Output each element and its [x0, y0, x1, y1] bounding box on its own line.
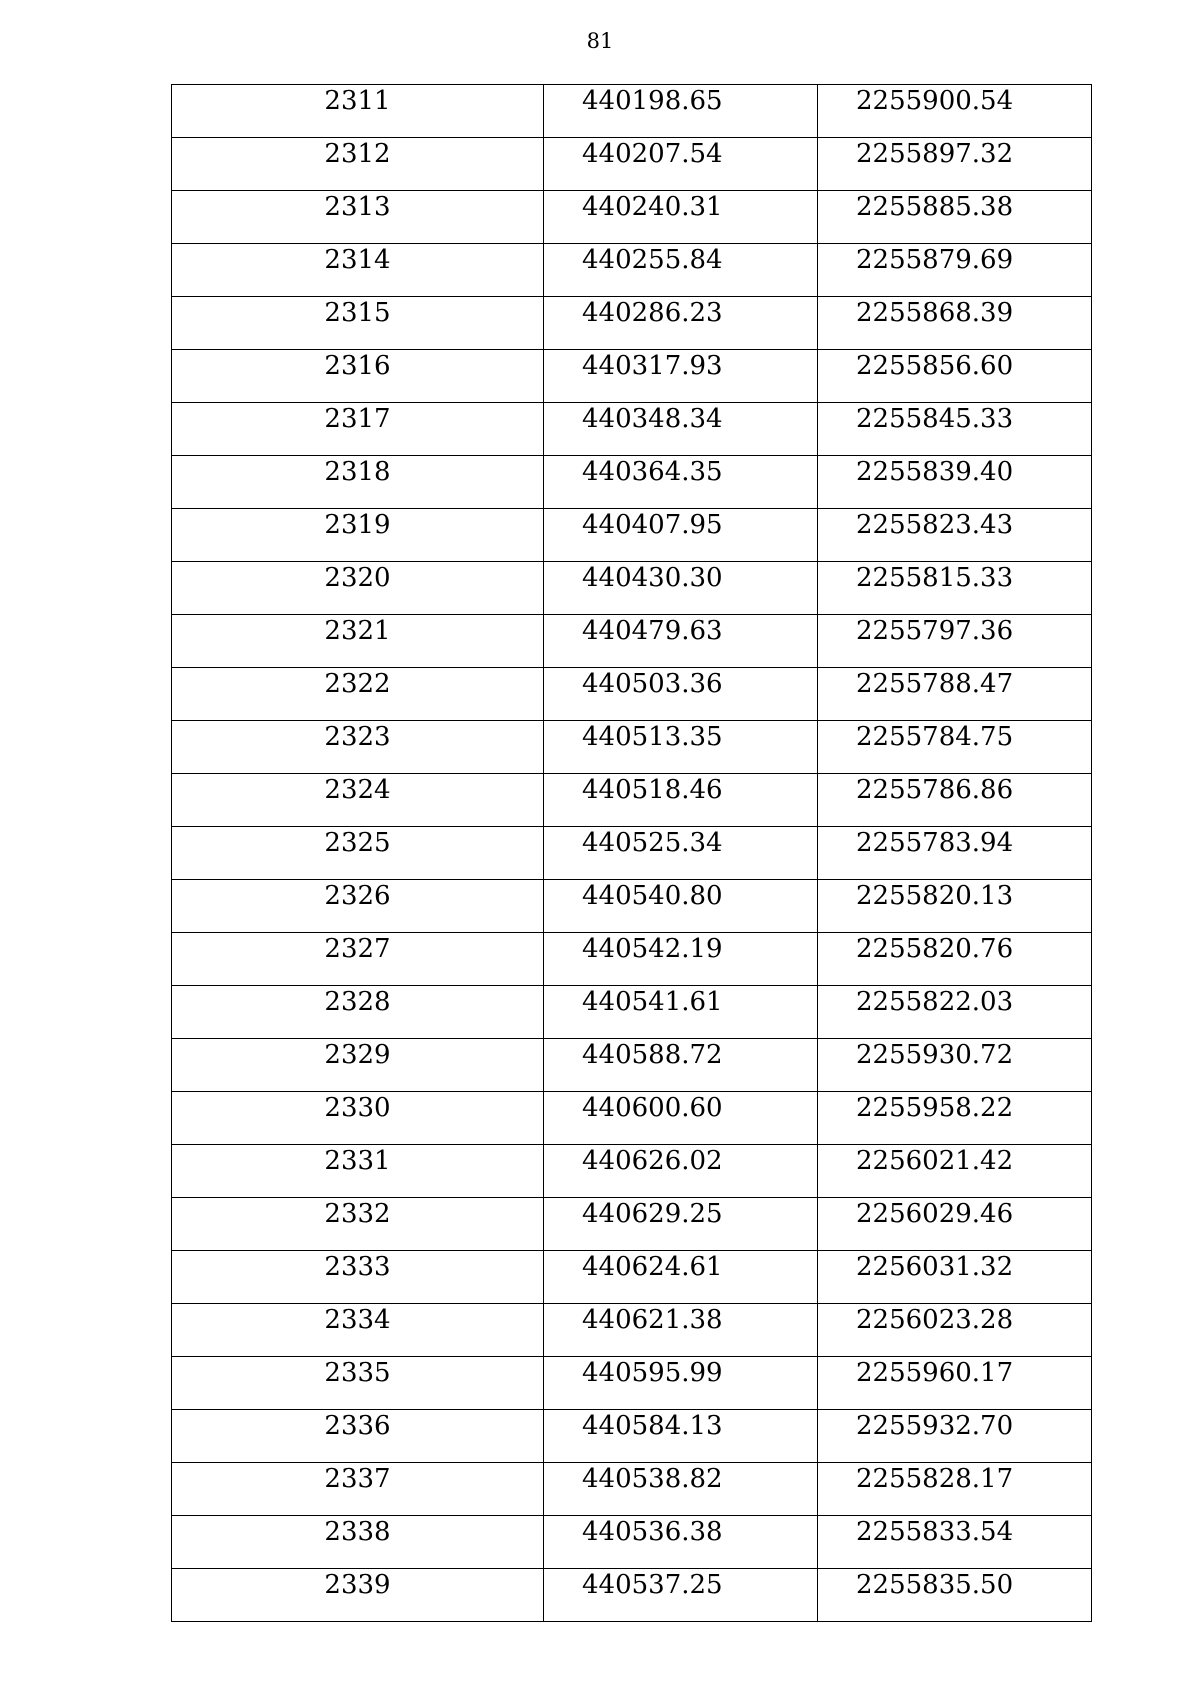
y-coordinate-cell: 2255815.33 — [818, 562, 1092, 615]
x-coordinate-cell: 440525.34 — [544, 827, 818, 880]
point-id-cell: 2334 — [172, 1304, 544, 1357]
y-coordinate-cell: 2255958.22 — [818, 1092, 1092, 1145]
x-coordinate-cell: 440286.23 — [544, 297, 818, 350]
point-id-cell: 2312 — [172, 138, 544, 191]
point-id-cell: 2328 — [172, 986, 544, 1039]
table-row — [172, 615, 1092, 668]
table-row — [172, 1251, 1092, 1304]
y-coordinate-cell: 2255900.54 — [818, 85, 1092, 138]
x-coordinate-cell: 440621.38 — [544, 1304, 818, 1357]
x-coordinate-cell: 440207.54 — [544, 138, 818, 191]
point-id-cell: 2321 — [172, 615, 544, 668]
x-coordinate-cell: 440626.02 — [544, 1145, 818, 1198]
x-coordinate-cell: 440540.80 — [544, 880, 818, 933]
x-coordinate-cell: 440407.95 — [544, 509, 818, 562]
x-coordinate-cell: 440588.72 — [544, 1039, 818, 1092]
table-row — [172, 297, 1092, 350]
point-id-cell: 2311 — [172, 85, 544, 138]
point-id-cell: 2315 — [172, 297, 544, 350]
x-coordinate-cell: 440479.63 — [544, 615, 818, 668]
point-id-cell: 2322 — [172, 668, 544, 721]
y-coordinate-cell: 2255845.33 — [818, 403, 1092, 456]
y-coordinate-cell: 2255820.13 — [818, 880, 1092, 933]
x-coordinate-cell: 440513.35 — [544, 721, 818, 774]
point-id-cell: 2338 — [172, 1516, 544, 1569]
y-coordinate-cell: 2255839.40 — [818, 456, 1092, 509]
x-coordinate-cell: 440542.19 — [544, 933, 818, 986]
table-row — [172, 774, 1092, 827]
point-id-cell: 2337 — [172, 1463, 544, 1516]
point-id-cell: 2330 — [172, 1092, 544, 1145]
point-id-cell: 2331 — [172, 1145, 544, 1198]
y-coordinate-cell: 2255879.69 — [818, 244, 1092, 297]
y-coordinate-cell: 2256023.28 — [818, 1304, 1092, 1357]
point-id-cell: 2313 — [172, 191, 544, 244]
point-id-cell: 2317 — [172, 403, 544, 456]
point-id-cell: 2329 — [172, 1039, 544, 1092]
point-id-cell: 2319 — [172, 509, 544, 562]
point-id-cell: 2323 — [172, 721, 544, 774]
x-coordinate-cell: 440364.35 — [544, 456, 818, 509]
y-coordinate-cell: 2255932.70 — [818, 1410, 1092, 1463]
table-row — [172, 1304, 1092, 1357]
point-id-cell: 2336 — [172, 1410, 544, 1463]
table-row — [172, 456, 1092, 509]
point-id-cell: 2314 — [172, 244, 544, 297]
table-row — [172, 721, 1092, 774]
y-coordinate-cell: 2255823.43 — [818, 509, 1092, 562]
x-coordinate-cell: 440624.61 — [544, 1251, 818, 1304]
table-row — [172, 1463, 1092, 1516]
x-coordinate-cell: 440198.65 — [544, 85, 818, 138]
x-coordinate-cell: 440503.36 — [544, 668, 818, 721]
point-id-cell: 2325 — [172, 827, 544, 880]
table-row — [172, 244, 1092, 297]
table-row — [172, 1198, 1092, 1251]
point-id-cell: 2327 — [172, 933, 544, 986]
table-row — [172, 1145, 1092, 1198]
table-row — [172, 933, 1092, 986]
point-id-cell: 2318 — [172, 456, 544, 509]
x-coordinate-cell: 440255.84 — [544, 244, 818, 297]
table-row — [172, 1569, 1092, 1622]
x-coordinate-cell: 440600.60 — [544, 1092, 818, 1145]
y-coordinate-cell: 2255788.47 — [818, 668, 1092, 721]
table-row — [172, 1410, 1092, 1463]
x-coordinate-cell: 440430.30 — [544, 562, 818, 615]
x-coordinate-cell: 440518.46 — [544, 774, 818, 827]
table-row — [172, 138, 1092, 191]
x-coordinate-cell: 440595.99 — [544, 1357, 818, 1410]
x-coordinate-cell: 440584.13 — [544, 1410, 818, 1463]
point-id-cell: 2333 — [172, 1251, 544, 1304]
table-row — [172, 668, 1092, 721]
x-coordinate-cell: 440541.61 — [544, 986, 818, 1039]
table-row — [172, 509, 1092, 562]
point-id-cell: 2324 — [172, 774, 544, 827]
y-coordinate-cell: 2255784.75 — [818, 721, 1092, 774]
y-coordinate-cell: 2255828.17 — [818, 1463, 1092, 1516]
point-id-cell: 2332 — [172, 1198, 544, 1251]
table-row — [172, 1516, 1092, 1569]
x-coordinate-cell: 440629.25 — [544, 1198, 818, 1251]
coordinates-table — [171, 84, 1092, 1622]
y-coordinate-cell: 2255868.39 — [818, 297, 1092, 350]
table-row — [172, 403, 1092, 456]
x-coordinate-cell: 440538.82 — [544, 1463, 818, 1516]
table-row — [172, 1092, 1092, 1145]
y-coordinate-cell: 2255897.32 — [818, 138, 1092, 191]
y-coordinate-cell: 2256031.32 — [818, 1251, 1092, 1304]
x-coordinate-cell: 440537.25 — [544, 1569, 818, 1622]
point-id-cell: 2320 — [172, 562, 544, 615]
y-coordinate-cell: 2256029.46 — [818, 1198, 1092, 1251]
table-row — [172, 986, 1092, 1039]
y-coordinate-cell: 2255856.60 — [818, 350, 1092, 403]
y-coordinate-cell: 2255960.17 — [818, 1357, 1092, 1410]
y-coordinate-cell: 2255835.50 — [818, 1569, 1092, 1622]
y-coordinate-cell: 2255822.03 — [818, 986, 1092, 1039]
point-id-cell: 2339 — [172, 1569, 544, 1622]
table-row — [172, 1039, 1092, 1092]
table-row — [172, 827, 1092, 880]
y-coordinate-cell: 2255786.86 — [818, 774, 1092, 827]
y-coordinate-cell: 2255885.38 — [818, 191, 1092, 244]
table-row — [172, 562, 1092, 615]
point-id-cell: 2335 — [172, 1357, 544, 1410]
y-coordinate-cell: 2255930.72 — [818, 1039, 1092, 1092]
x-coordinate-cell: 440317.93 — [544, 350, 818, 403]
x-coordinate-cell: 440536.38 — [544, 1516, 818, 1569]
point-id-cell: 2326 — [172, 880, 544, 933]
y-coordinate-cell: 2255833.54 — [818, 1516, 1092, 1569]
point-id-cell: 2316 — [172, 350, 544, 403]
table-row — [172, 1357, 1092, 1410]
x-coordinate-cell: 440348.34 — [544, 403, 818, 456]
y-coordinate-cell: 2256021.42 — [818, 1145, 1092, 1198]
table-row — [172, 880, 1092, 933]
coordinates-table-body — [172, 85, 1092, 1622]
table-row — [172, 350, 1092, 403]
table-row — [172, 85, 1092, 138]
y-coordinate-cell: 2255820.76 — [818, 933, 1092, 986]
table-row — [172, 191, 1092, 244]
y-coordinate-cell: 2255783.94 — [818, 827, 1092, 880]
x-coordinate-cell: 440240.31 — [544, 191, 818, 244]
page-number: 81 — [586, 29, 614, 53]
y-coordinate-cell: 2255797.36 — [818, 615, 1092, 668]
